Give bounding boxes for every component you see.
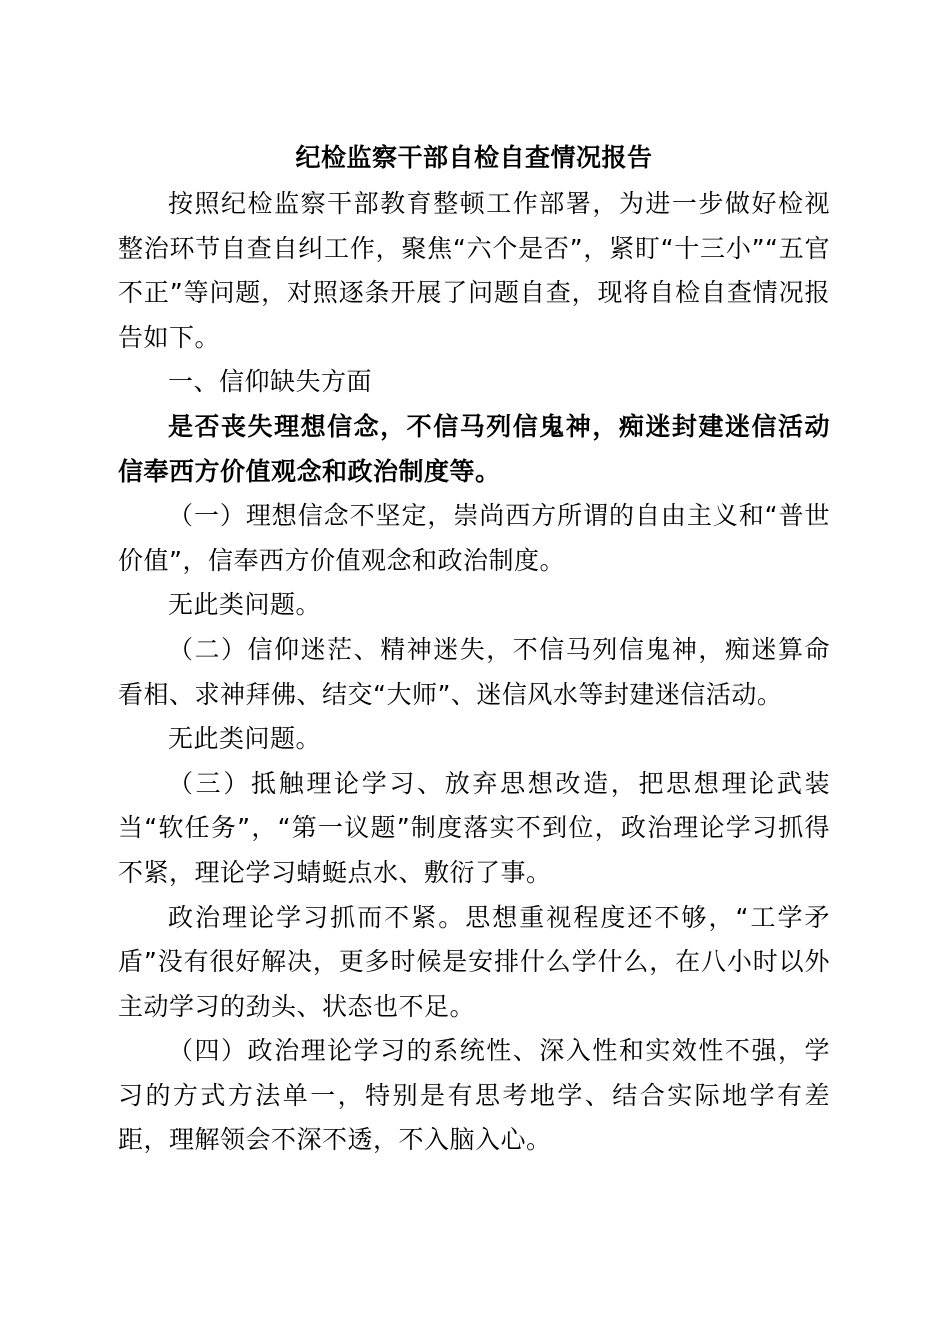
item-3-paragraph: （三）抵触理论学习、放弃思想改造，把思想理论武装当“软任务”，“第一议题”制度落实不到位，政治理论学习抓得不紧，理论学习蜻蜓点水、敷衍了事。 (118, 768, 830, 887)
item-1-paragraph: （一）理想信念不坚定，崇尚西方所谓的自由主义和“普世价值”，信奉西方价值观念和政治制度。 (118, 501, 830, 575)
item-2-response: 无此类问题。 (168, 724, 322, 754)
section-question: 是否丧失理想信念，不信马列信鬼神，痴迷封建迷信活动信奉西方价值观念和政治制度等。 (118, 411, 830, 486)
item-4-paragraph: （四）政治理论学习的系统性、深入性和实效性不强，学习的方式方法单一，特别是有思考地学、结合实际地学有差距，理解领会不深不透，不入脑入心。 (118, 1036, 830, 1155)
section-heading: 一、信仰缺失方面 (168, 367, 373, 397)
intro-paragraph: 按照纪检监察干部教育整顿工作部署，为进一步做好检视整治环节自查自纠工作，聚焦“六个是否”，紧盯“十三小”“五官不正”等问题，对照逐条开展了问题自查，现将自检自查情况报告如下。 (118, 189, 830, 352)
item-2-paragraph: （二）信仰迷茫、精神迷失，不信马列信鬼神，痴迷算命看相、求神拜佛、结交“大师”、迷信风水等封建迷信活动。 (118, 634, 830, 709)
document-title: 纪检监察干部自检自查情况报告 (295, 143, 653, 172)
document-page (118, 138, 830, 1163)
item-1-response: 无此类问题。 (168, 590, 322, 620)
item-3-response: 政治理论学习抓而不紧。思想重视程度还不够，“工学矛盾”没有很好解决，更多时候是安排什么学什么，在八小时以外主动学习的劲头、状态也不足。 (118, 902, 830, 1021)
